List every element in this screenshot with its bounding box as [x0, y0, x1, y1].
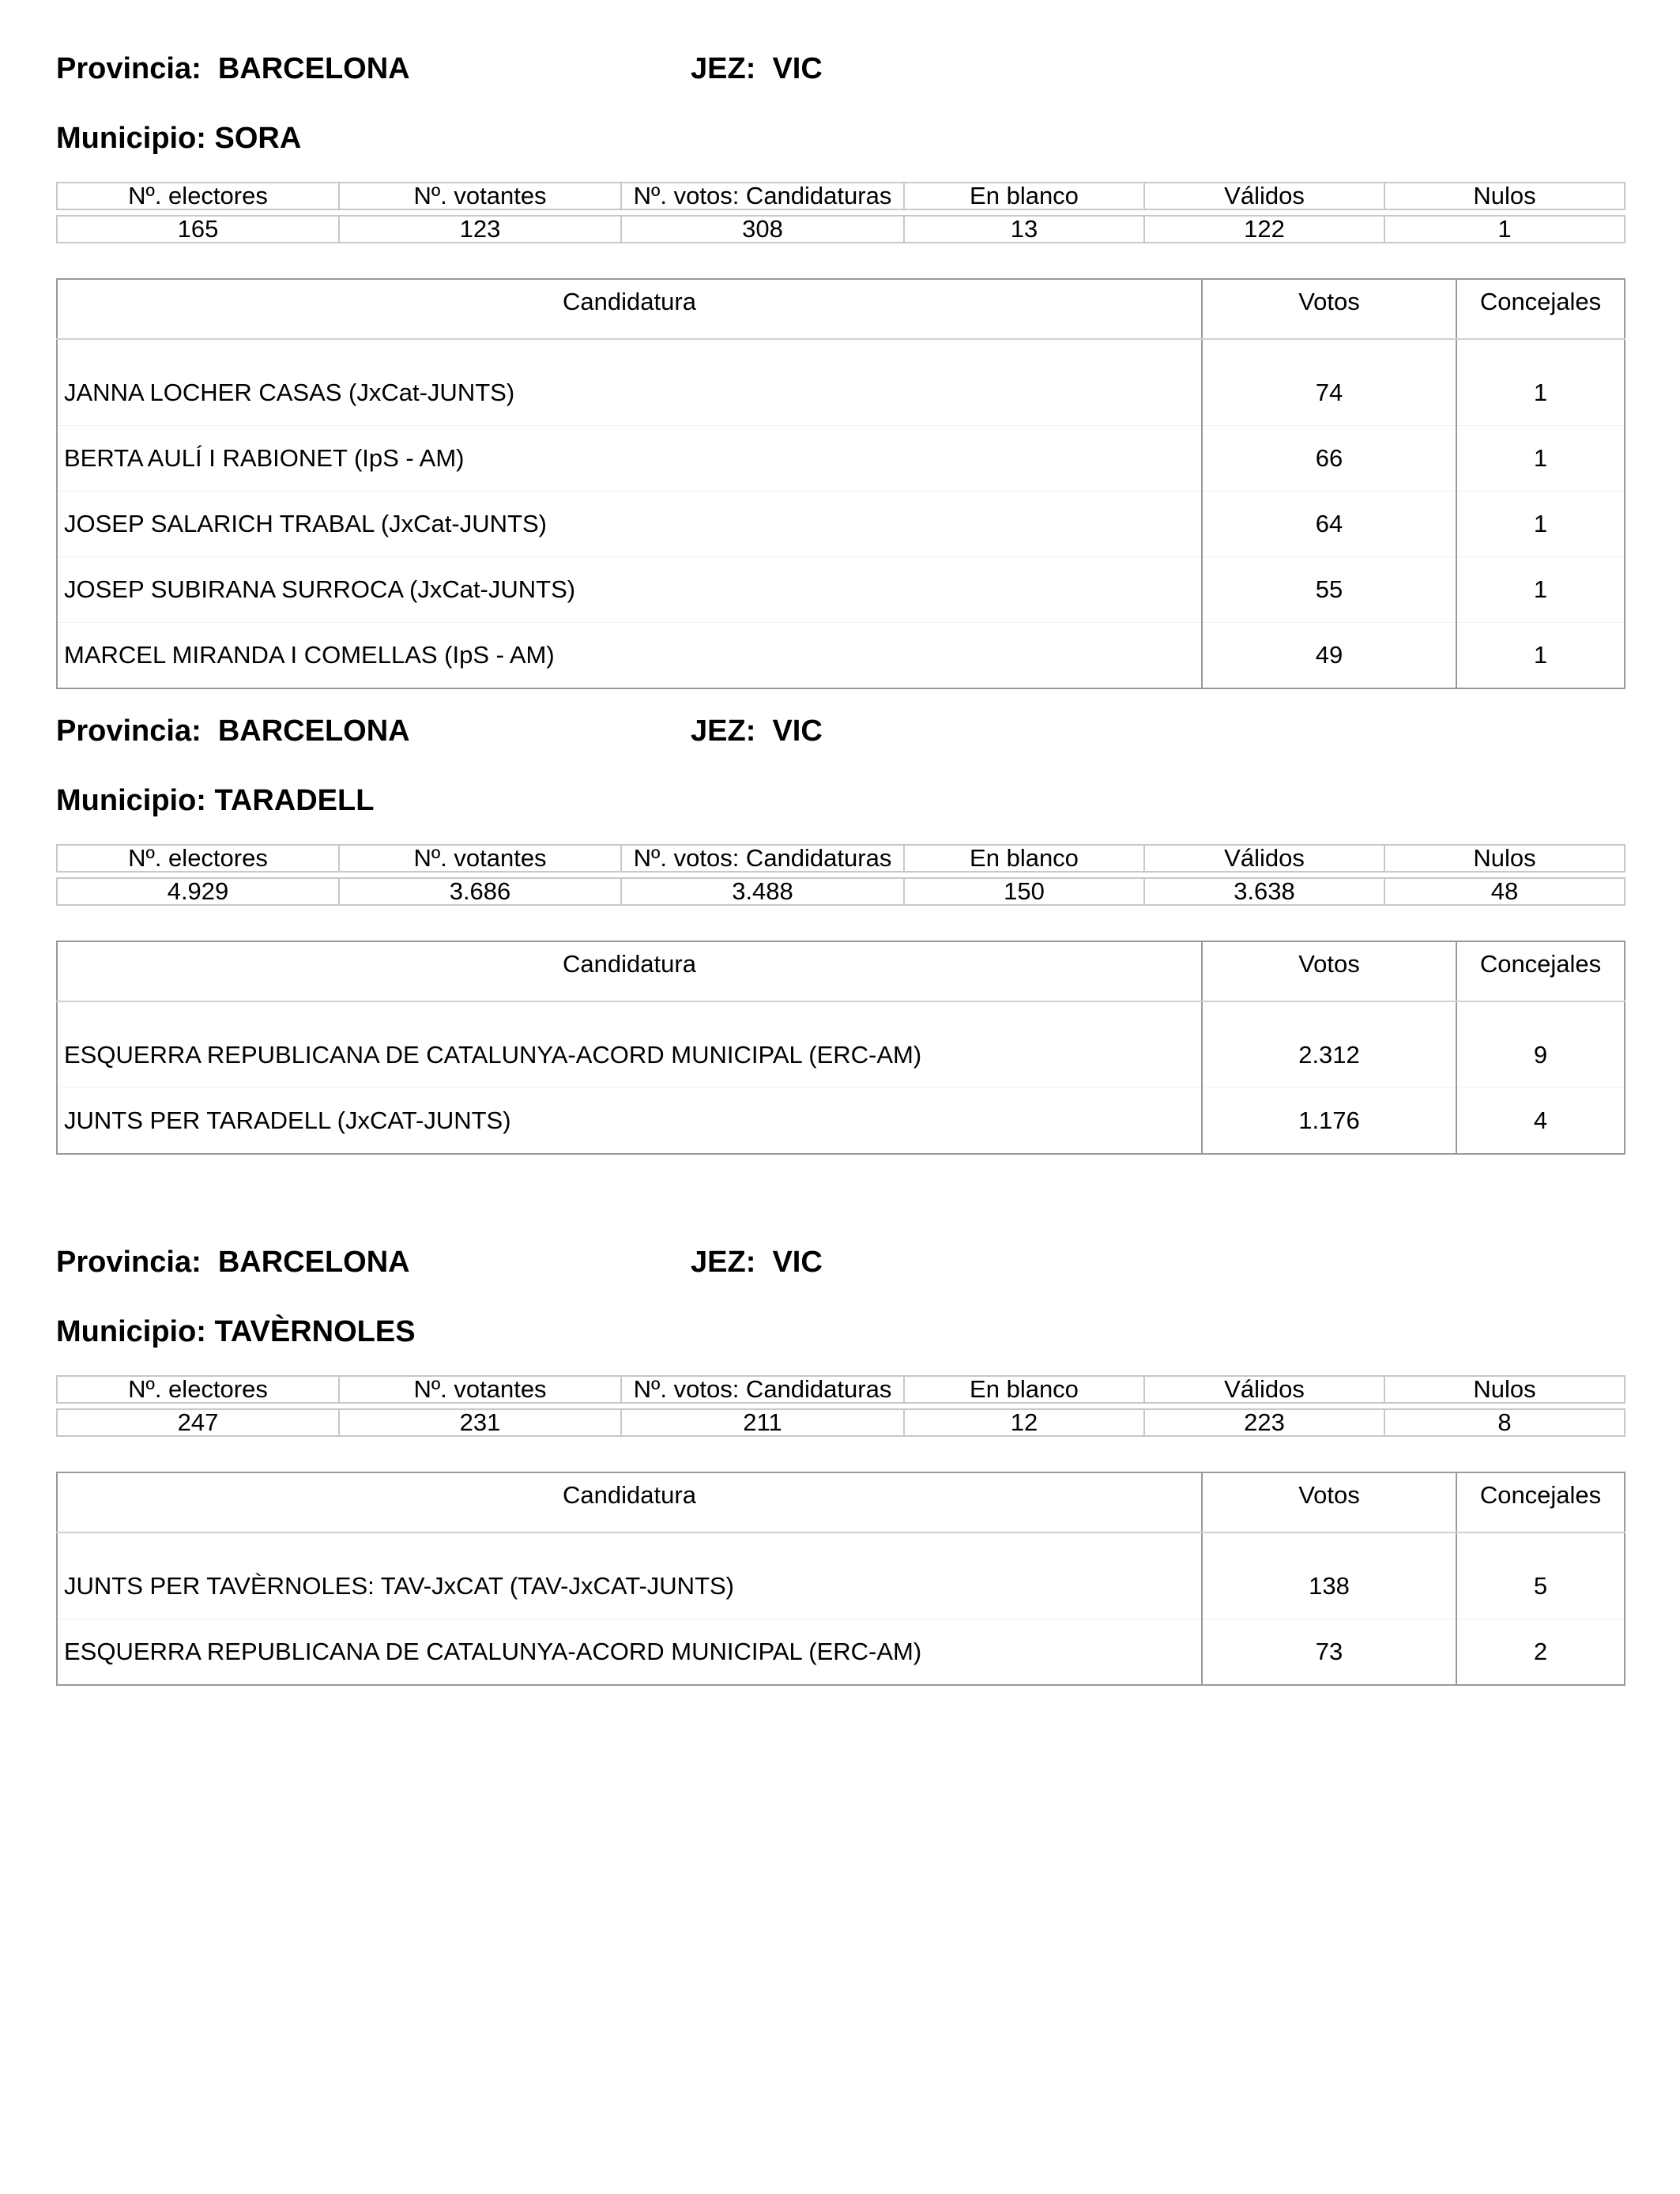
candidate-concejales: 9	[1456, 1023, 1625, 1088]
summary-header-cell: Nº. votos: Candidaturas	[621, 845, 904, 872]
candidate-row	[57, 1023, 1625, 1088]
candidate-row	[57, 1619, 1625, 1686]
municipio-heading: Municipio: TAVÈRNOLES	[56, 1315, 416, 1348]
summary-value-row	[57, 216, 1625, 243]
concejales-header: Concejales	[1456, 279, 1625, 339]
municipio-heading: Municipio: SORA	[56, 122, 302, 155]
candidate-row	[57, 623, 1625, 689]
summary-value-cell: 247	[57, 1409, 339, 1436]
candidate-row	[57, 360, 1625, 426]
summary-value-cell: 223	[1144, 1409, 1384, 1436]
candidate-name: JUNTS PER TAVÈRNOLES: TAV-JxCAT (TAV-JxCAT-JUNTS)	[57, 1554, 1202, 1619]
candidate-row	[57, 426, 1625, 492]
candidate-row	[57, 557, 1625, 623]
summary-table	[56, 844, 1625, 906]
summary-header-cell: En blanco	[904, 845, 1144, 872]
candidate-votos: 49	[1202, 623, 1456, 689]
summary-header-cell: Nº. votos: Candidaturas	[621, 1376, 904, 1403]
candidate-votos: 55	[1202, 557, 1456, 623]
summary-value-cell: 3.686	[339, 878, 621, 905]
summary-value-cell: 165	[57, 216, 339, 243]
candidate-concejales: 1	[1456, 557, 1625, 623]
candidates-table	[56, 1472, 1625, 1686]
candidate-name: JANNA LOCHER CASAS (JxCat-JUNTS)	[57, 360, 1202, 426]
candidate-name: JUNTS PER TARADELL (JxCAT-JUNTS)	[57, 1088, 1202, 1155]
provincia-heading: Provincia: BARCELONA	[56, 714, 410, 748]
summary-header-cell: Nº. votantes	[339, 845, 621, 872]
candidate-votos: 138	[1202, 1554, 1456, 1619]
summary-value-row	[57, 878, 1625, 905]
municipio-heading: Municipio: TARADELL	[56, 784, 375, 817]
candidates-table	[56, 941, 1625, 1155]
jez-heading: JEZ: VIC	[691, 714, 823, 748]
candidate-concejales: 5	[1456, 1554, 1625, 1619]
summary-header-cell: Nº. electores	[57, 183, 339, 209]
candidate-name: ESQUERRA REPUBLICANA DE CATALUNYA-ACORD MUNICIPAL (ERC-AM)	[57, 1023, 1202, 1088]
municipality-section-tavernoles	[56, 1244, 1624, 1687]
candidates-header-row	[57, 1472, 1625, 1532]
summary-header-cell: Válidos	[1144, 183, 1384, 209]
candidate-votos: 73	[1202, 1619, 1456, 1686]
summary-table	[56, 1375, 1625, 1437]
municipality-section-taradell	[56, 713, 1624, 1155]
candidate-name: BERTA AULÍ I RABIONET (IpS - AM)	[57, 426, 1202, 492]
concejales-header: Concejales	[1456, 1472, 1625, 1532]
candidate-votos: 1.176	[1202, 1088, 1456, 1155]
summary-value-cell: 231	[339, 1409, 621, 1436]
candidate-row	[57, 492, 1625, 557]
candidate-concejales: 1	[1456, 426, 1625, 492]
summary-table	[56, 182, 1625, 243]
candidate-name: MARCEL MIRANDA I COMELLAS (IpS - AM)	[57, 623, 1202, 689]
summary-header-cell: Nulos	[1384, 845, 1625, 872]
summary-header-cell: Nº. electores	[57, 845, 339, 872]
candidatura-header: Candidatura	[57, 1472, 1202, 1532]
candidatura-header: Candidatura	[57, 941, 1202, 1001]
summary-header-cell: Nº. electores	[57, 1376, 339, 1403]
summary-value-cell: 13	[904, 216, 1144, 243]
candidates-table	[56, 278, 1625, 689]
votos-header: Votos	[1202, 1472, 1456, 1532]
summary-value-cell: 3.488	[621, 878, 904, 905]
provincia-heading: Provincia: BARCELONA	[56, 1246, 410, 1279]
concejales-header: Concejales	[1456, 941, 1625, 1001]
municipality-section-sora	[56, 51, 1624, 675]
candidate-concejales: 1	[1456, 492, 1625, 557]
candidate-votos: 2.312	[1202, 1023, 1456, 1088]
provincia-heading: Provincia: BARCELONA	[56, 52, 410, 85]
summary-value-cell: 8	[1384, 1409, 1625, 1436]
summary-header-row	[57, 1376, 1625, 1403]
summary-header-cell: En blanco	[904, 183, 1144, 209]
votos-header: Votos	[1202, 279, 1456, 339]
summary-value-cell: 308	[621, 216, 904, 243]
candidate-name: ESQUERRA REPUBLICANA DE CATALUNYA-ACORD MUNICIPAL (ERC-AM)	[57, 1619, 1202, 1686]
summary-header-cell: Nulos	[1384, 1376, 1625, 1403]
summary-value-cell: 1	[1384, 216, 1625, 243]
votos-header: Votos	[1202, 941, 1456, 1001]
candidate-row	[57, 1554, 1625, 1619]
summary-header-row	[57, 845, 1625, 872]
summary-value-cell: 3.638	[1144, 878, 1384, 905]
candidate-concejales: 1	[1533, 641, 1548, 669]
summary-header-row	[57, 183, 1625, 209]
summary-header-cell: Nulos	[1384, 183, 1625, 209]
summary-value-cell: 211	[621, 1409, 904, 1436]
candidates-header-row	[57, 279, 1625, 339]
candidate-name: JOSEP SALARICH TRABAL (JxCat-JUNTS)	[57, 492, 1202, 557]
summary-value-cell: 12	[904, 1409, 1144, 1436]
summary-value-cell: 123	[339, 216, 621, 243]
candidate-concejales: 2	[1533, 1638, 1548, 1665]
candidate-votos: 66	[1202, 426, 1456, 492]
candidate-concejales: 4	[1533, 1106, 1548, 1134]
candidatura-header: Candidatura	[57, 279, 1202, 339]
candidates-header-row	[57, 941, 1625, 1001]
summary-value-cell: 150	[904, 878, 1144, 905]
summary-value-cell: 48	[1384, 878, 1625, 905]
summary-header-cell: Nº. votos: Candidaturas	[621, 183, 904, 209]
candidate-name: JOSEP SUBIRANA SURROCA (JxCat-JUNTS)	[57, 557, 1202, 623]
summary-value-cell: 122	[1144, 216, 1384, 243]
summary-header-cell: Válidos	[1144, 845, 1384, 872]
summary-header-cell: Nº. votantes	[339, 183, 621, 209]
candidate-concejales: 1	[1456, 360, 1625, 426]
jez-heading: JEZ: VIC	[691, 1246, 823, 1279]
summary-header-cell: Nº. votantes	[339, 1376, 621, 1403]
summary-value-row	[57, 1409, 1625, 1436]
summary-value-cell: 4.929	[57, 878, 339, 905]
jez-heading: JEZ: VIC	[691, 52, 823, 85]
summary-header-cell: En blanco	[904, 1376, 1144, 1403]
candidate-row	[57, 1088, 1625, 1155]
summary-header-cell: Válidos	[1144, 1376, 1384, 1403]
candidate-votos: 74	[1202, 360, 1456, 426]
candidate-votos: 64	[1202, 492, 1456, 557]
